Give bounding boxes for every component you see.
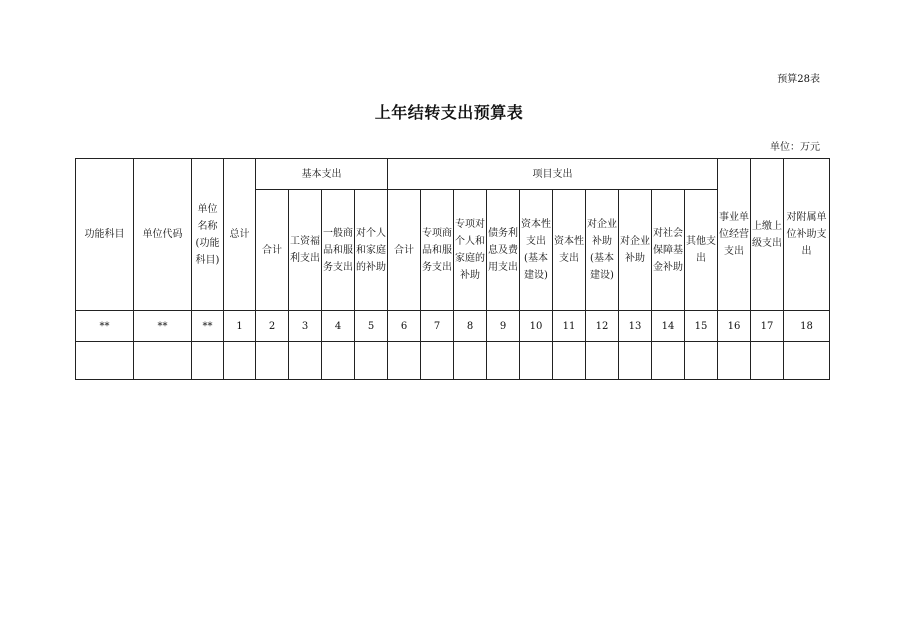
index-cell: 5 — [355, 311, 388, 342]
index-cell: 8 — [454, 311, 487, 342]
empty-cell[interactable] — [322, 342, 355, 380]
header-project-col: 专项对个人和家庭的补助 — [454, 190, 487, 311]
empty-cell[interactable] — [751, 342, 784, 380]
header-project-col: 资本性支出(基本建设) — [520, 190, 553, 311]
index-row — [76, 311, 830, 342]
index-cell: 10 — [520, 311, 553, 342]
index-cell: 15 — [685, 311, 718, 342]
index-cell: 18 — [784, 311, 830, 342]
empty-cell[interactable] — [520, 342, 553, 380]
index-cell: 16 — [718, 311, 751, 342]
header-basic-col: 工资福利支出 — [289, 190, 322, 311]
empty-cell[interactable] — [289, 342, 322, 380]
empty-cell[interactable] — [685, 342, 718, 380]
header-biz-expense: 事业单位经营支出 — [718, 159, 751, 311]
index-cell: 3 — [289, 311, 322, 342]
index-cell: 11 — [553, 311, 586, 342]
empty-cell[interactable] — [652, 342, 685, 380]
empty-cell[interactable] — [586, 342, 619, 380]
empty-data-row — [76, 342, 830, 380]
empty-cell[interactable] — [619, 342, 652, 380]
index-cell: ** — [134, 311, 192, 342]
index-cell: 2 — [256, 311, 289, 342]
index-cell: 1 — [224, 311, 256, 342]
empty-cell[interactable] — [134, 342, 192, 380]
index-cell: 9 — [487, 311, 520, 342]
empty-cell[interactable] — [256, 342, 289, 380]
header-row-group — [76, 159, 830, 190]
empty-cell[interactable] — [553, 342, 586, 380]
header-basic-col: 一般商品和服务支出 — [322, 190, 355, 311]
unit-label: 单位：万元 — [770, 142, 820, 153]
empty-cell[interactable] — [355, 342, 388, 380]
header-basic-group: 基本支出 — [256, 159, 388, 190]
header-total: 总计 — [224, 159, 256, 311]
empty-cell[interactable] — [388, 342, 421, 380]
index-cell: 12 — [586, 311, 619, 342]
header-project-col: 债务利息及费用支出 — [487, 190, 520, 311]
index-cell: 13 — [619, 311, 652, 342]
header-project-col: 其他支出 — [685, 190, 718, 311]
header-project-col: 对企业补助 — [619, 190, 652, 311]
empty-cell[interactable] — [192, 342, 224, 380]
index-cell: 6 — [388, 311, 421, 342]
empty-cell[interactable] — [421, 342, 454, 380]
header-basic-col: 对个人和家庭的补助 — [355, 190, 388, 311]
index-cell: 7 — [421, 311, 454, 342]
empty-cell[interactable] — [224, 342, 256, 380]
empty-cell[interactable] — [718, 342, 751, 380]
header-project-group: 项目支出 — [388, 159, 718, 190]
index-cell: 14 — [652, 311, 685, 342]
header-project-col: 资本性支出 — [553, 190, 586, 311]
header-turn-over: 上缴上级支出 — [751, 159, 784, 311]
header-unit-code: 单位代码 — [134, 159, 192, 311]
empty-cell[interactable] — [76, 342, 134, 380]
header-project-col: 对企业补助(基本建设) — [586, 190, 619, 311]
empty-cell[interactable] — [487, 342, 520, 380]
header-project-col: 专项商品和服务支出 — [421, 190, 454, 311]
empty-cell[interactable] — [454, 342, 487, 380]
header-project-col: 对社会保障基金补助 — [652, 190, 685, 311]
header-sub-unit: 对附属单位补助支出 — [784, 159, 830, 311]
budget-table — [75, 158, 830, 380]
empty-cell[interactable] — [784, 342, 830, 380]
index-cell: ** — [192, 311, 224, 342]
header-unit-name: 单位名称(功能科目) — [192, 159, 224, 311]
header-project-col: 合计 — [388, 190, 421, 311]
index-cell: 17 — [751, 311, 784, 342]
index-cell: ** — [76, 311, 134, 342]
form-number: 预算28表 — [777, 74, 820, 85]
index-cell: 4 — [322, 311, 355, 342]
page-title: 上年结转支出预算表 — [374, 103, 524, 122]
header-func-subject: 功能科目 — [76, 159, 134, 311]
header-basic-col: 合计 — [256, 190, 289, 311]
